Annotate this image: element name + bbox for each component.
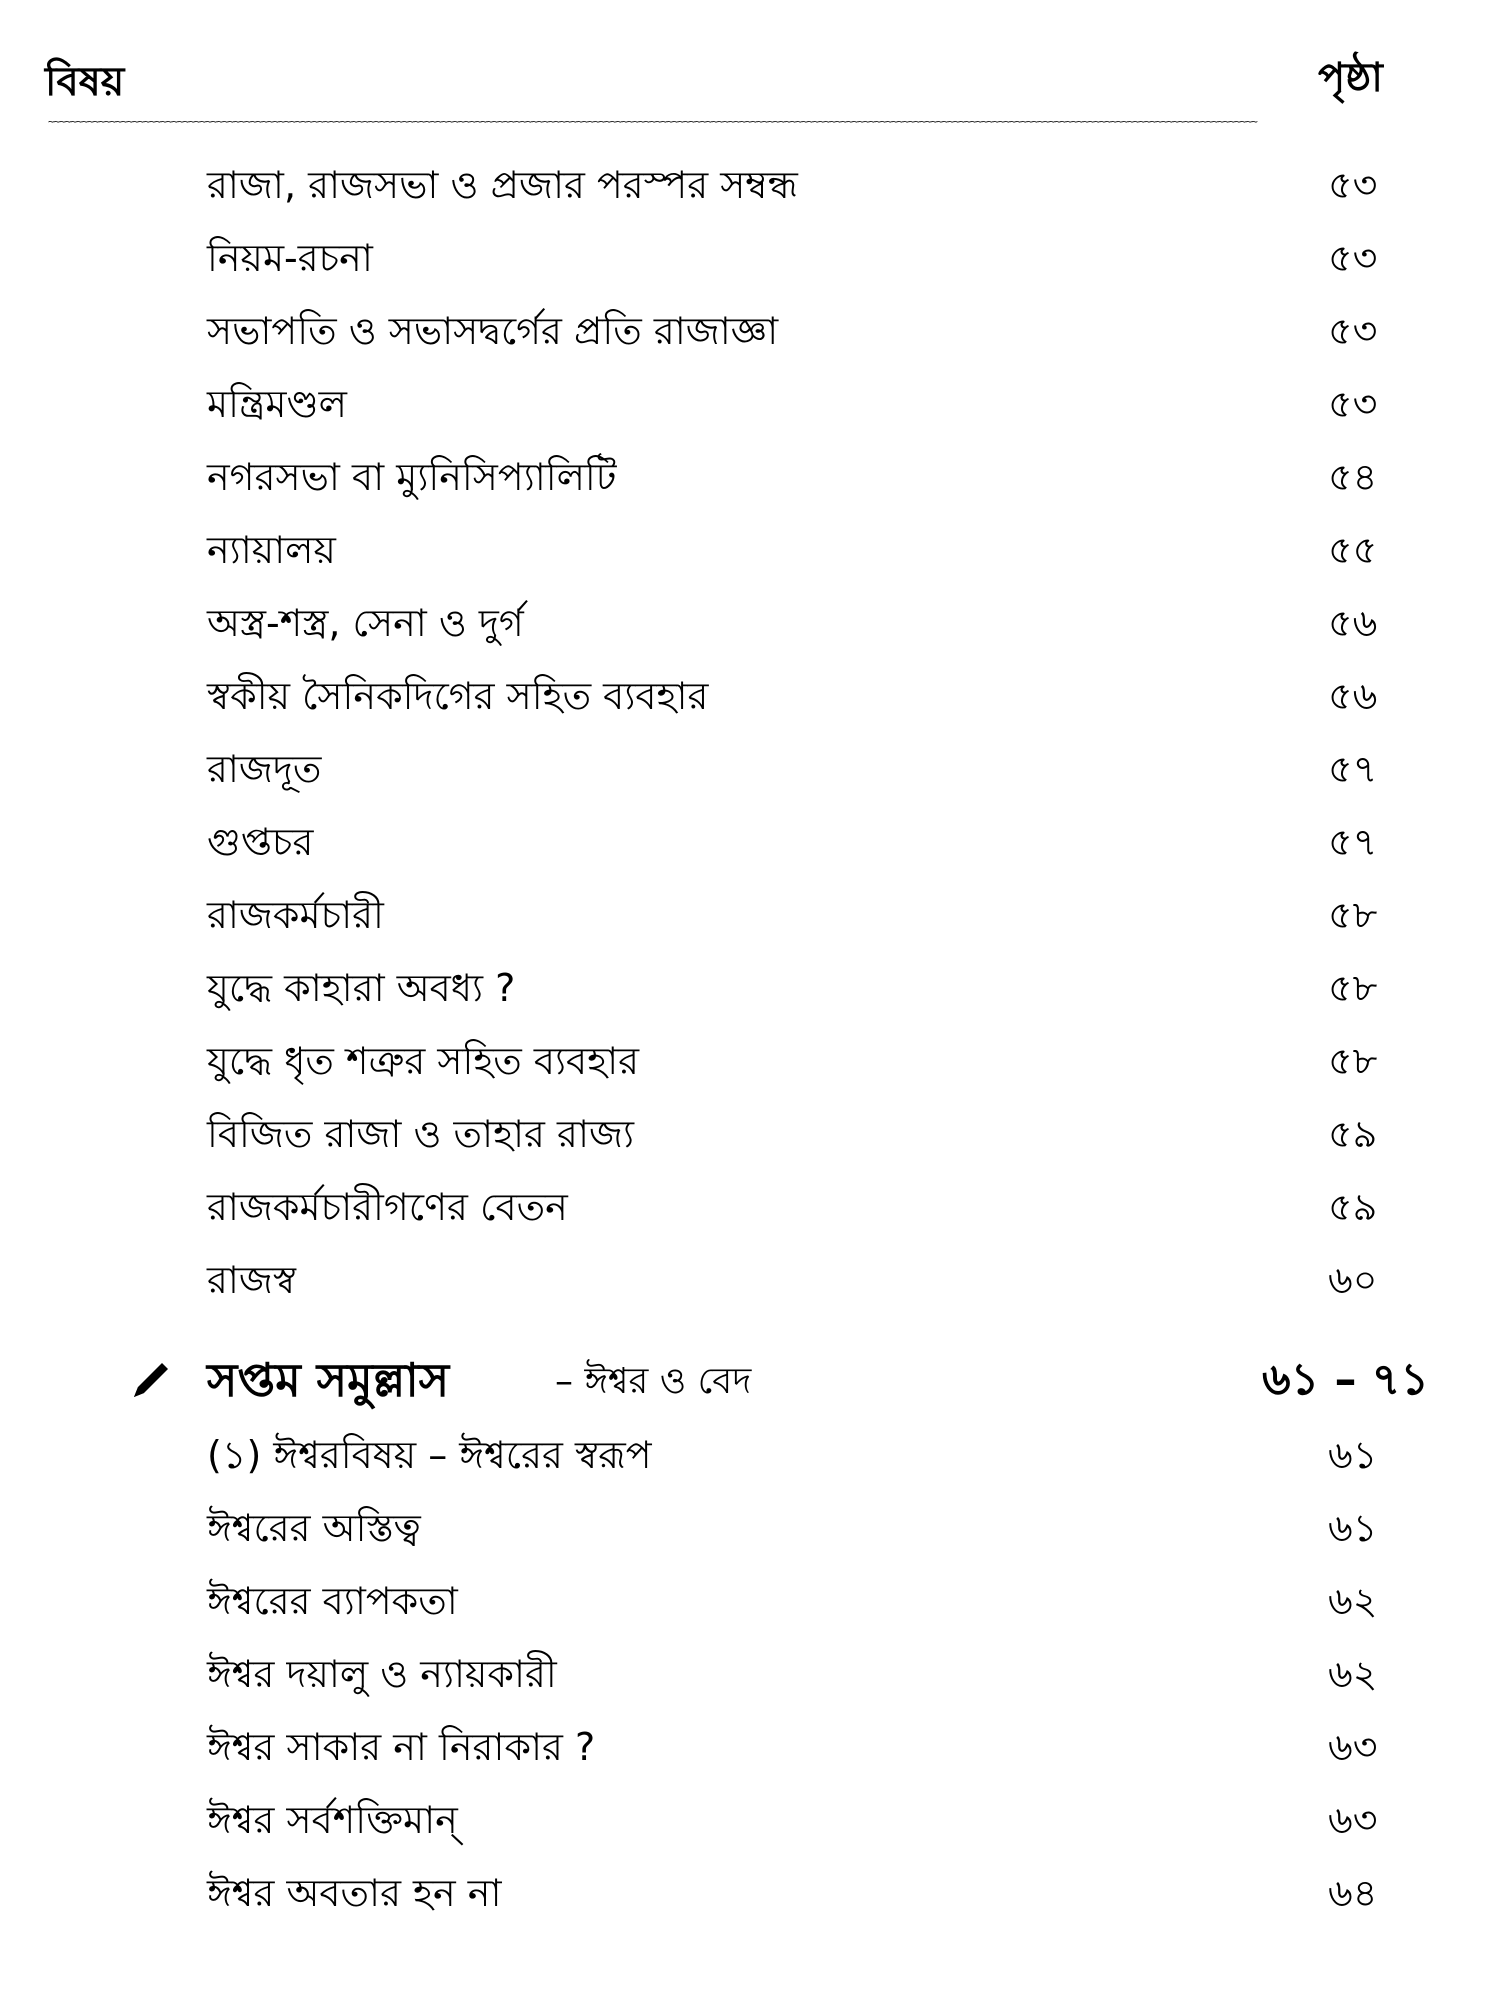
entry-page: ৬২ bbox=[1328, 1652, 1378, 1696]
toc-entry bbox=[0, 1571, 1500, 1631]
entry-page: ৬৩ bbox=[1328, 1798, 1378, 1842]
toc-entry bbox=[0, 885, 1500, 945]
toc-entry bbox=[0, 1177, 1500, 1237]
pencil-icon bbox=[130, 1359, 172, 1401]
toc-entry bbox=[0, 1031, 1500, 1091]
entry-title: সভাপতি ও সভাসদ্বর্গের প্রতি রাজাজ্ঞা bbox=[207, 309, 779, 353]
entry-page: ৫৪ bbox=[1328, 455, 1378, 499]
entry-title: অস্ত্র-শস্ত্র, সেনা ও দুর্গ bbox=[207, 601, 524, 645]
entry-page: ৫৫ bbox=[1328, 528, 1378, 572]
entry-page: ৫৩ bbox=[1328, 236, 1378, 280]
entry-page: ৬০ bbox=[1328, 1258, 1378, 1302]
entry-title: যুদ্ধে কাহারা অবধ্য ? bbox=[207, 966, 516, 1010]
toc-entry bbox=[0, 301, 1500, 361]
entry-title: রাজস্ব bbox=[207, 1258, 297, 1302]
toc-entry bbox=[0, 1104, 1500, 1164]
entry-title: (১) ঈশ্বরবিষয় – ঈশ্বরের স্বরূপ bbox=[207, 1433, 652, 1477]
entry-page: ৫৩ bbox=[1328, 382, 1378, 426]
toc-entry bbox=[0, 1644, 1500, 1704]
entry-page: ৫৬ bbox=[1328, 601, 1378, 645]
entry-page: ৫৬ bbox=[1328, 674, 1378, 718]
toc-entry bbox=[0, 1790, 1500, 1850]
entry-page: ৫৭ bbox=[1328, 747, 1378, 791]
entry-title: ঈশ্বর দয়ালু ও ন্যায়কারী bbox=[207, 1652, 557, 1696]
chapter-subtitle: – ঈশ্বর ও বেদ bbox=[555, 1361, 752, 1402]
toc-entry bbox=[0, 520, 1500, 580]
entry-title: রাজা, রাজসভা ও প্রজার পরস্পর সম্বন্ধ bbox=[207, 163, 798, 207]
entry-title: মন্ত্রিমণ্ডল bbox=[207, 382, 347, 426]
toc-entry bbox=[0, 739, 1500, 799]
chapter-page-range: ৬১ – ৭১ bbox=[1262, 1354, 1429, 1405]
toc-entry bbox=[0, 374, 1500, 434]
entry-page: ৫৯ bbox=[1328, 1185, 1378, 1229]
entry-title: রাজকর্মচারীগণের বেতন bbox=[207, 1185, 568, 1229]
toc-entry bbox=[0, 447, 1500, 507]
toc-entry bbox=[0, 666, 1500, 726]
entry-page: ৫৭ bbox=[1328, 820, 1378, 864]
subject-column-header: বিষয় bbox=[45, 59, 125, 105]
entry-title: ঈশ্বর সর্বশক্তিমান্ bbox=[207, 1798, 458, 1842]
entry-page: ৬২ bbox=[1328, 1579, 1378, 1623]
entry-page: ৬৩ bbox=[1328, 1725, 1378, 1769]
entry-title: নগরসভা বা ম্যুনিসিপ্যালিটি bbox=[207, 455, 617, 499]
toc-entry bbox=[0, 1717, 1500, 1777]
entry-title: ঈশ্বর অবতার হন না bbox=[207, 1871, 502, 1915]
entry-page: ৫৮ bbox=[1328, 893, 1378, 937]
chapter-title: সপ্তম সমুল্লাস bbox=[207, 1353, 450, 1407]
entry-page: ৫৩ bbox=[1328, 309, 1378, 353]
toc-entry bbox=[0, 1863, 1500, 1923]
entry-page: ৫৮ bbox=[1328, 966, 1378, 1010]
entry-page: ৫৯ bbox=[1328, 1112, 1378, 1156]
entry-title: ঈশ্বর সাকার না নিরাকার ? bbox=[207, 1725, 596, 1769]
entry-title: রাজকর্মচারী bbox=[207, 893, 384, 937]
entry-title: ন্যায়ালয় bbox=[207, 528, 336, 572]
entry-page: ৬৪ bbox=[1328, 1871, 1378, 1915]
page-column-header: পৃষ্ঠা bbox=[1318, 55, 1383, 101]
toc-entry bbox=[0, 1250, 1500, 1310]
tilde-separator: ~~~~~~~~~~~~~~~~~~~~~~~~~~~~~~~~~~~~~~~~~~~~~~~~~~~~~~~~~~~~~~~~~~~~~~~~~~~~~~~~~~~~~~~~~~~~~~~~~~~~~~~~~~~~~~~~~~~~~~~~~~~~~~~~~~~~~~~~~~~~~~~~~~~~~~~~~~~~~~~~~~~~~~~~~~~~~~~~~~~~~~~~~~~~~~~~~~~~~~~~~~~~~~~~~~~~~~~ bbox=[48, 115, 1257, 128]
entry-title: নিয়ম-রচনা bbox=[207, 236, 373, 280]
chapter-heading bbox=[0, 1345, 1500, 1415]
toc-entry bbox=[0, 958, 1500, 1018]
entry-title: ঈশ্বরের অস্তিত্ব bbox=[207, 1506, 421, 1550]
entry-page: ৬১ bbox=[1328, 1433, 1378, 1477]
entry-title: বিজিত রাজা ও তাহার রাজ্য bbox=[207, 1112, 634, 1156]
entry-page: ৫৩ bbox=[1328, 163, 1378, 207]
toc-entry bbox=[0, 155, 1500, 215]
entry-title: স্বকীয় সৈনিকদিগের সহিত ব্যবহার bbox=[207, 674, 709, 718]
toc-entry bbox=[0, 812, 1500, 872]
toc-entry bbox=[0, 593, 1500, 653]
toc-entry bbox=[0, 228, 1500, 288]
toc-entry bbox=[0, 1498, 1500, 1558]
entry-title: রাজদূত bbox=[207, 747, 322, 791]
entry-title: গুপ্তচর bbox=[207, 820, 314, 864]
entry-title: যুদ্ধে ধৃত শত্রুর সহিত ব্যবহার bbox=[207, 1039, 640, 1083]
entry-title: ঈশ্বরের ব্যাপকতা bbox=[207, 1579, 458, 1623]
entry-page: ৬১ bbox=[1328, 1506, 1378, 1550]
toc-entry bbox=[0, 1425, 1500, 1485]
entry-page: ৫৮ bbox=[1328, 1039, 1378, 1083]
